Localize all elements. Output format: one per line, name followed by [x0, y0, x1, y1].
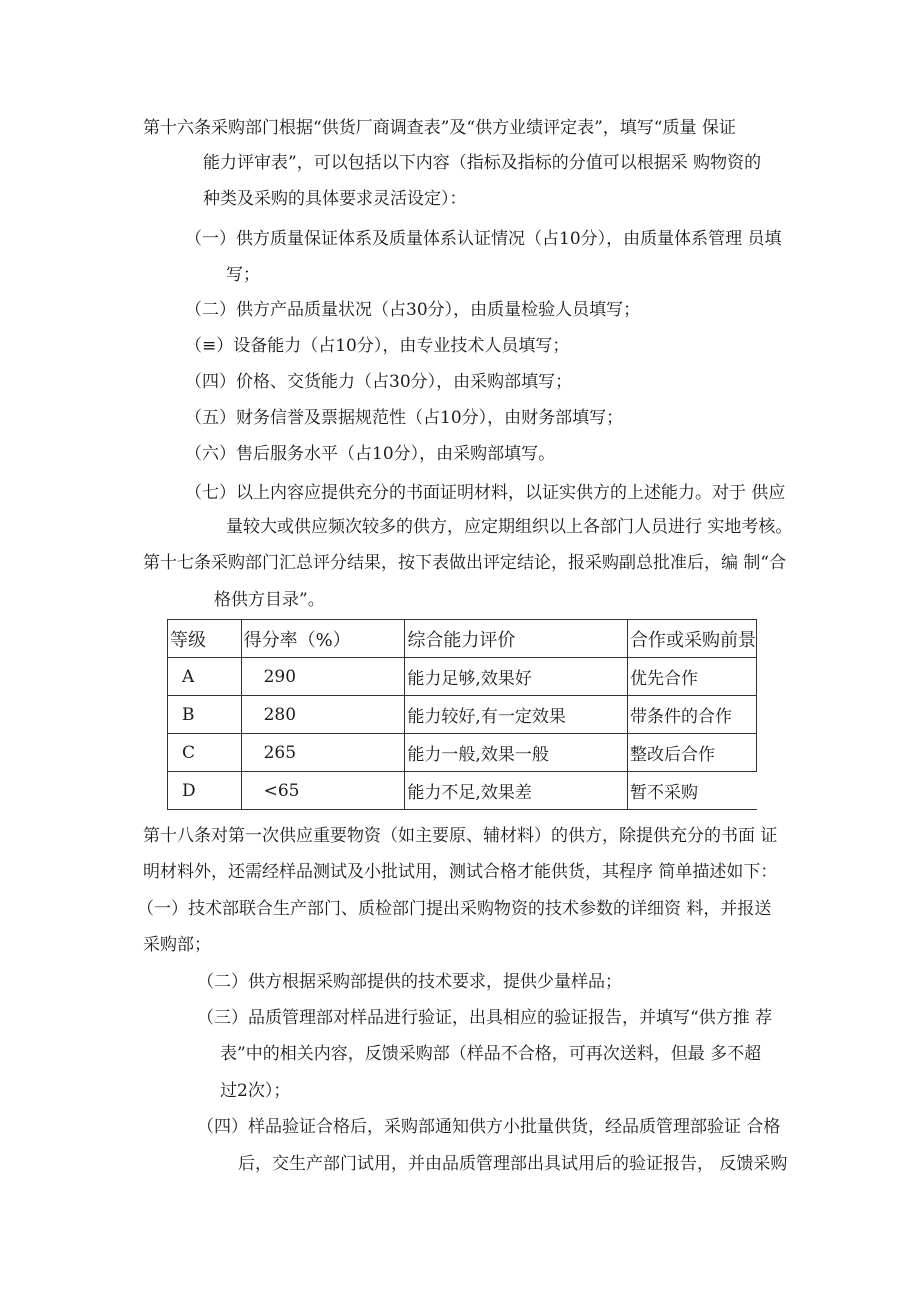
article16-item-1: （一）供方质量保证体系及质量体系认证情况（占10分），由质量体系管理 员填 [185, 229, 782, 249]
article16-item-3: （≡）设备能力（占10分），由专业技术人员填写； [185, 336, 570, 356]
article16-item-2: （二）供方产品质量状况（占30分），由质量检验人员填写； [185, 300, 641, 320]
header-grade: 等级 [168, 620, 242, 658]
article17-line-2: 格供方目录”。 [214, 590, 325, 610]
article16-line-1: 第十六条采购部门根据“供货厂商调查表”及“供方业绩评定表”，填写“质量 保证 [143, 118, 736, 138]
article18-item-3-cont-2: 过2次）； [220, 1081, 291, 1101]
article18-item-4: （四）样品验证合格后，采购部通知供方小批量供货，经品质管理部验证 合格 [197, 1117, 781, 1137]
article16-item-7: （七）以上内容应提供充分的书面证明材料，以证实供方的上述能力。对于 供应 [185, 483, 786, 503]
article18-line-2: 明材料外，还需经样品测试及小批试用，测试合格才能供货，其程序 简单描述如下： [143, 862, 778, 882]
article16-item-4: （四）价格、交货能力（占30分），由采购部填写； [185, 372, 573, 392]
supplier-grade-table [167, 619, 757, 810]
article18-line-4: 采购部； [143, 935, 211, 955]
cell-score-rate: <65 [241, 772, 405, 810]
cell-prospect: 带条件的合作 [628, 696, 757, 734]
cell-score-rate: 290 [241, 658, 405, 696]
article16-item-5: （五）财务信誉及票据规范性（占10分），由财务部填写； [185, 408, 624, 428]
article16-item-6: （六）售后服务水平（占10分），由采购部填写。 [185, 444, 556, 464]
article16-item-7-cont: 量较大或供应频次较多的供方，应定期组织以上各部门人员进行 实地考核。 [226, 517, 793, 537]
cell-evaluation: 能力较好,有一定效果 [405, 696, 628, 734]
cell-score-rate: 265 [241, 734, 405, 772]
header-score-rate: 得分率（%） [241, 620, 405, 658]
article18-item-3: （三）品质管理部对样品进行验证，出具相应的验证报告，并填写“供方推 荐 [197, 1008, 773, 1028]
article18-item-3-cont-1: 表”中的相关内容，反馈采购部（样品不合格，可再次送料，但最 多不超 [220, 1044, 762, 1064]
table-row [168, 658, 757, 696]
table-header-row [168, 620, 757, 658]
article16-item-1-cont: 写； [226, 265, 260, 285]
table-row [168, 772, 757, 810]
header-evaluation: 综合能力评价 [405, 620, 628, 658]
article18-line-1: 第十八条对第一次供应重要物资（如主要原、辅材料）的供方，除提供充分的书面 证 [143, 826, 778, 846]
cell-prospect: 暂不采购 [628, 772, 757, 810]
cell-evaluation: 能力不足,效果差 [405, 772, 628, 810]
article17-line-1: 第十七条采购部门汇总评分结果，按下表做出评定结论，报采购副总批准后，编 制“合 [143, 553, 787, 573]
cell-prospect: 整改后合作 [628, 734, 757, 772]
cell-grade: D [168, 772, 242, 810]
cell-grade: B [168, 696, 242, 734]
table-row [168, 734, 757, 772]
cell-grade: C [168, 734, 242, 772]
cell-prospect: 优先合作 [628, 658, 757, 696]
article18-line-3: （一）技术部联合生产部门、质检部门提出采购物资的技术参数的详细资 料，并报送 [137, 899, 772, 919]
article16-line-2: 能力评审表”，可以包括以下内容（指标及指标的分值可以根据采 购物资的 [203, 153, 762, 173]
article18-item-4-cont: 后，交生产部门试用，并由品质管理部出具试用后的验证报告， 反馈采购 [238, 1154, 788, 1174]
cell-score-rate: 280 [241, 696, 405, 734]
cell-grade: A [168, 658, 242, 696]
article16-line-3: 种类及采购的具体要求灵活设定）： [203, 189, 467, 209]
article18-item-2: （二）供方根据采购部提供的技术要求，提供少量样品； [197, 972, 622, 992]
cell-evaluation: 能力足够,效果好 [405, 658, 628, 696]
table-row [168, 696, 757, 734]
header-prospect: 合作或采购前景 [628, 620, 757, 658]
cell-evaluation: 能力一般,效果一般 [405, 734, 628, 772]
